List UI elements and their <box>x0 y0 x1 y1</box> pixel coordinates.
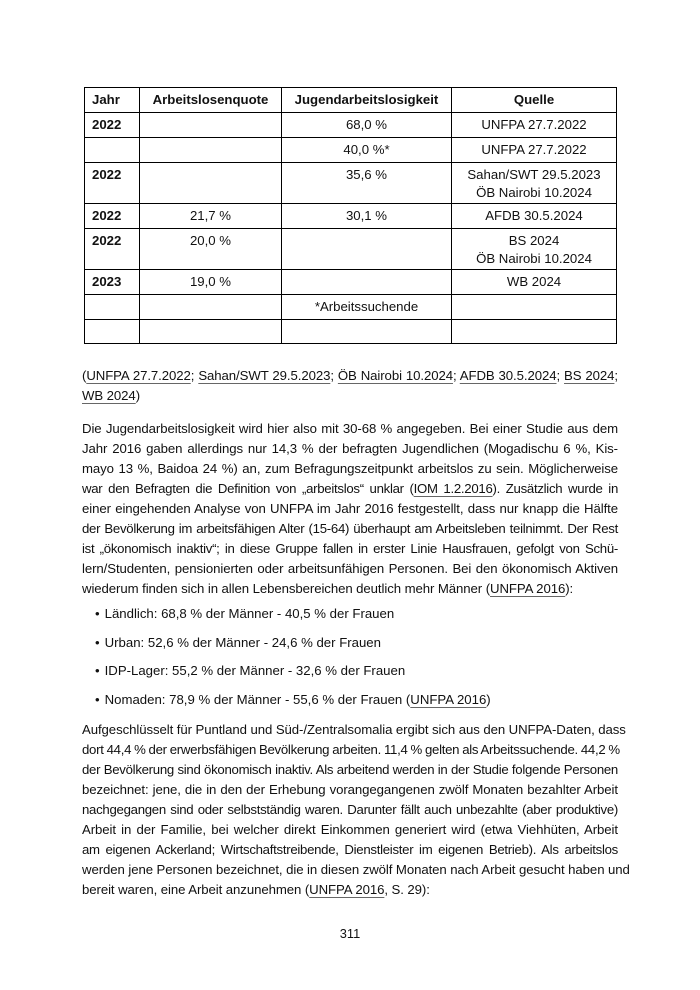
text-line <box>82 499 618 519</box>
text-segment: wiederum finden sich in allen Lebensbereichen deutlich mehr Männer ( <box>82 581 491 596</box>
table-cell <box>282 320 452 344</box>
text-segment: am eigenen Ackerland; Wirtschaftstreibende, Dienstleister im eigenen Betrieb). Als arbeitslos <box>82 841 618 857</box>
paragraph-unfpa-breakdown <box>82 720 630 900</box>
text-line <box>82 840 618 860</box>
text-segment: war den Befragten die Definition von „arbeitslos“ unklar ( <box>82 481 414 496</box>
bullet-item <box>95 690 618 710</box>
text-segment: dort 44,4 % der erwerbsfähigen Bevölkerung arbeiten. 11,4 % gelten als Arbeitssuchende. 44,2 % <box>82 741 620 757</box>
table-cell: 40,0 %* <box>282 138 452 163</box>
text-segment: Die Jugendarbeitslosigkeit wird hier also mit 30-68 % angegeben. Bei einer Studie aus dem <box>82 421 618 436</box>
table-cell: *Arbeitssuchende <box>282 295 452 320</box>
text-segment: ; <box>190 368 199 383</box>
table-cell: 21,7 % <box>140 204 282 229</box>
citation-line <box>82 366 618 406</box>
column-header: Jahr <box>85 88 140 113</box>
table-cell: 35,6 % <box>282 163 452 204</box>
table-row <box>85 163 617 204</box>
table-cell: 20,0 % <box>140 229 282 270</box>
table-cell <box>452 295 617 320</box>
citation-link[interactable]: UNFPA 27.7.2022 <box>86 368 191 383</box>
text-segment: nachgegangen sind oder selbstständig waren. Darunter fällt auch unbezahlte (aber produktive) <box>82 801 618 817</box>
text-segment: , S. 29): <box>384 881 430 897</box>
text-line <box>82 559 618 579</box>
text-segment: bezeichnet: jene, die in den der Erhebung vorangegangenen zwölf Monaten bezahlter Arbeit <box>82 781 618 797</box>
text-line <box>82 366 618 386</box>
unemployment-table <box>84 87 617 344</box>
text-segment: ; <box>452 368 460 383</box>
text-segment: einer eingehenden Analyse von UNFPA im Jahr 2016 festgestellt, dass nur knapp die Hälfte <box>82 501 618 516</box>
table-cell: WB 2024 <box>452 270 617 295</box>
text-line <box>82 800 618 820</box>
bullet-item <box>95 661 618 681</box>
text-segment: Nomaden: 78,9 % der Männer - 55,6 % der Frauen ( <box>104 691 411 707</box>
table-cell <box>85 320 140 344</box>
text-line <box>82 579 618 599</box>
text-segment: mayo 13 %, Baidoa 24 %) an, zum Befragungszeitpunkt arbeitslos zu sein. Möglicherweise <box>82 461 618 476</box>
text-segment: IDP-Lager: 55,2 % der Männer - 32,6 % der Frauen <box>104 663 406 679</box>
table-cell: AFDB 30.5.2024 <box>452 204 617 229</box>
paragraph-youth-unemployment <box>82 419 618 599</box>
text-segment: ( <box>82 368 87 383</box>
citation-link[interactable]: BS 2024 <box>564 368 615 383</box>
text-segment: ; <box>614 368 619 383</box>
text-segment: werden jene Personen bezeichnet, die in diesen zwölf Monaten nach Arbeit gesucht haben und <box>82 861 630 877</box>
text-line <box>82 386 618 406</box>
gender-participation-list <box>82 604 618 710</box>
table-row <box>85 270 617 295</box>
page-number: 311 <box>339 926 361 941</box>
table-cell: 2023 <box>85 270 140 295</box>
bullet-marker-icon: • <box>95 691 100 707</box>
table-row <box>85 138 617 163</box>
table-cell <box>140 320 282 344</box>
text-segment: ; <box>330 368 338 383</box>
text-segment: ). Zusätzlich wurde in <box>492 481 618 496</box>
bullet-marker-icon: • <box>95 663 100 679</box>
table-cell <box>140 138 282 163</box>
table-body <box>85 113 617 344</box>
table-cell: 68,0 % <box>282 113 452 138</box>
text-segment: ) <box>486 691 491 707</box>
text-line <box>82 479 618 499</box>
citation-link[interactable]: ÖB Nairobi 10.2024 <box>337 368 453 383</box>
text-line <box>82 459 618 479</box>
text-line <box>82 780 618 800</box>
citation-link[interactable]: UNFPA 2016 <box>410 691 487 707</box>
table-cell: Sahan/SWT 29.5.2023 ÖB Nairobi 10.2024 <box>452 163 617 204</box>
table-cell <box>282 270 452 295</box>
text-segment: Arbeit in der Familie, bei welcher direkt Einkommen generiert wird (etwa Viehhüten, Arbeit <box>82 821 618 837</box>
text-segment: Urban: 52,6 % der Männer - 24,6 % der Frauen <box>104 634 381 650</box>
bullet-item <box>95 604 618 624</box>
table-header <box>85 88 617 113</box>
table-cell <box>452 320 617 344</box>
text-line <box>82 860 630 880</box>
text-line <box>82 519 618 539</box>
text-segment: Aufgeschlüsselt für Puntland und Süd-/Zentralsomalia ergibt sich aus den UNFPA-Daten, dass <box>82 721 626 737</box>
text-segment: Jahr 2016 gaben allerdings nur 14,3 % der befragten Jugendlichen (Mogadischu 6 %, Kis- <box>82 441 618 456</box>
citation-link[interactable]: UNFPA 2016 <box>309 881 385 897</box>
text-segment: Ländlich: 68,8 % der Männer - 40,5 % der Frauen <box>104 606 395 621</box>
text-line <box>82 439 618 459</box>
citation-link[interactable]: UNFPA 2016 <box>490 581 566 596</box>
table-row <box>85 229 617 270</box>
table-row <box>85 113 617 138</box>
table-cell <box>140 295 282 320</box>
table-cell: 19,0 % <box>140 270 282 295</box>
table-cell: 2022 <box>85 204 140 229</box>
text-segment: bereit waren, eine Arbeit anzunehmen ( <box>82 881 310 897</box>
table-row <box>85 320 617 344</box>
citation-link[interactable]: AFDB 30.5.2024 <box>459 368 557 383</box>
page-content <box>82 87 630 900</box>
table-cell <box>140 163 282 204</box>
column-header: Quelle <box>452 88 617 113</box>
table-cell <box>85 138 140 163</box>
text-line <box>82 720 626 740</box>
citation-link[interactable]: WB 2024 <box>82 388 136 403</box>
text-line <box>82 740 618 760</box>
table-cell: UNFPA 27.7.2022 <box>452 138 617 163</box>
column-header: Jugendarbeitslosigkeit <box>282 88 452 113</box>
table-cell: 30,1 % <box>282 204 452 229</box>
text-segment: ist „ökonomisch inaktiv“; in diese Gruppe fallen in erster Linie Hausfrauen, gefolgt von Schü- <box>82 541 618 556</box>
citation-link[interactable]: IOM 1.2.2016 <box>413 481 493 496</box>
text-line <box>82 880 618 900</box>
text-line <box>82 539 618 559</box>
table-cell: 2022 <box>85 163 140 204</box>
citation-link[interactable]: Sahan/SWT 29.5.2023 <box>198 368 331 383</box>
text-segment: ) <box>135 388 140 403</box>
table-cell: 2022 <box>85 229 140 270</box>
text-segment: ; <box>556 368 565 383</box>
table-cell <box>282 229 452 270</box>
bullet-marker-icon: • <box>95 606 100 621</box>
table-header-row <box>85 88 617 113</box>
bullet-marker-icon: • <box>95 634 100 650</box>
column-header: Arbeitslosenquote <box>140 88 282 113</box>
table-cell: UNFPA 27.7.2022 <box>452 113 617 138</box>
table-row <box>85 295 617 320</box>
table-cell: 2022 <box>85 113 140 138</box>
text-line <box>82 760 618 780</box>
table-cell <box>140 113 282 138</box>
text-segment: lern/Studenten, pensionierten oder arbeitsunfähigen Personen. Bei den ökonomisch Aktiven <box>82 561 618 576</box>
text-segment: ): <box>565 581 574 596</box>
text-line <box>82 419 618 439</box>
text-segment: der Bevölkerung sind ökonomisch inaktiv. Als arbeitend werden in der Studie folgende Personen <box>82 761 618 777</box>
table-cell <box>85 295 140 320</box>
table-cell: BS 2024 ÖB Nairobi 10.2024 <box>452 229 617 270</box>
text-segment: der Bevölkerung im arbeitsfähigen Alter (15-64) überhaupt am Arbeitsleben teilnimmt. Der Rest <box>82 521 618 536</box>
bullet-item <box>95 633 618 653</box>
text-line <box>82 820 618 840</box>
table-row <box>85 204 617 229</box>
